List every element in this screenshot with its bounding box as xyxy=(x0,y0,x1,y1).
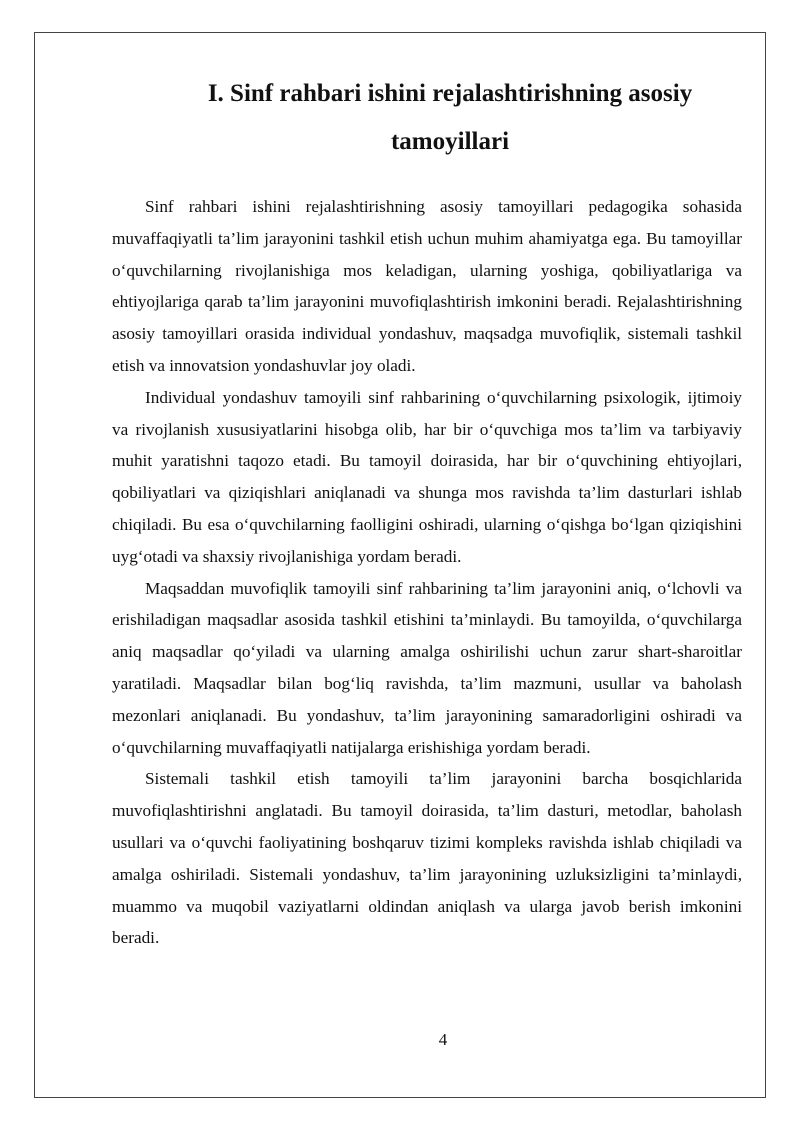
page-number: 4 xyxy=(438,1030,448,1049)
paragraph-systematic-organization: Sistemali tashkil etish tamoyili ta’lim jarayonini barcha bosqichlarida muvofiqlashtirishni anglatadi. Bu tamoyil doirasida, ta’lim dasturi, metodlar, baholash usullari va o‘quvchi faoliyatining boshqaruv tizimi kompleks ravishda ishlab chiqiladi va amalga oshiriladi. Sistemali yondashuv, ta’lim jarayonining uzluksizligini ta’minlaydi, muammo va muqobil vaziyatlarni oldindan aniqlash va ularga javob berish imkonini beradi. xyxy=(112,769,742,948)
section-title-line-2: tamoyillari xyxy=(390,128,510,155)
paragraph-intro: Sinf rahbari ishini rejalashtirishning asosiy tamoyillari pedagogika sohasida muvaffaqiyatli ta’lim jarayonini tashkil etish uchun muhim ahamiyatga ega. Bu tamoyillar o‘quvchilarning rivojlanishiga mos keladigan, ularning yoshiga, qobiliyatlariga va ehtiyojlariga qarab ta’lim jarayonini muvofiqlashtirish imkonini beradi. Rejalashtirishning asosiy tamoyillari orasida individual yondashuv, maqsadga muvofiqlik, sistemali tashkil etish va innovatsion yondashuvlar joy oladi. xyxy=(112,197,742,375)
paragraph-individual-approach: Individual yondashuv tamoyili sinf rahbarining o‘quvchilarning psixologik, ijtimoiy va rivojlanish xususiyatlarini hisobga olib, har bir o‘quvchiga mos ta’lim va tarbiyaviy muhit yaratishni taqozo etadi. Bu tamoyil doirasida, har bir o‘quvchining ehtiyojlari, qobiliyatlari va qiziqishlari aniqlanadi va shunga mos ravishda ta’lim dasturlari ishlab chiqiladi. Bu esa o‘quvchilarning faolligini oshiradi, ularning o‘qishga bo‘lgan qiziqishini uyg‘otadi va shaxsiy rivojlanishiga yordam beradi. xyxy=(112,387,742,566)
paragraph-goal-alignment: Maqsaddan muvofiqlik tamoyili sinf rahbarining ta’lim jarayonini aniq, o‘lchovli va erishiladigan maqsadlar asosida tashkil etishini ta’minlaydi. Bu tamoyilda, o‘quvchilarga aniq maqsadlar qo‘yiladi va ularning amalga oshirilishi uchun zarur shart-sharoitlar yaratiladi. Maqsadlar bilan bog‘liq ravishda, ta’lim mazmuni, usullar va baholash mezonlari aniqlanadi. Bu yondashuv, ta’lim jarayonining samaradorligini oshiradi va o‘quvchilarning muvaffaqiyatli natijalarga erishishiga yordam beradi. xyxy=(112,578,742,757)
document-body xyxy=(112,191,742,954)
section-title-line-1: I. Sinf rahbari ishini rejalashtirishning asosiy xyxy=(207,80,693,107)
